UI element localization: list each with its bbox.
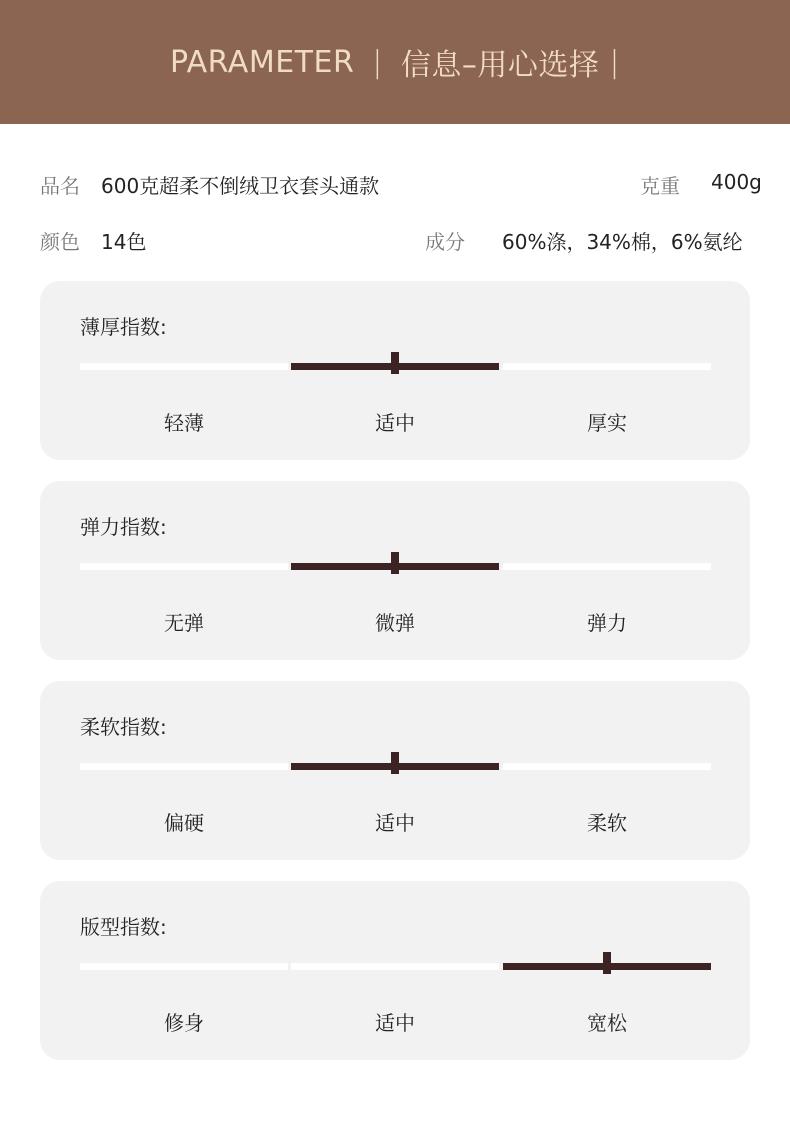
index-option: 柔软: [587, 811, 627, 835]
index-option: 适中: [375, 811, 415, 835]
index-track-segment: [503, 763, 711, 770]
name-label: 品名: [40, 174, 80, 198]
name-value: 600克超柔不倒绒卫衣套头通款: [101, 174, 380, 198]
header-title-en: PARAMETER: [169, 44, 355, 80]
index-title: 薄厚指数:: [80, 315, 167, 339]
index-track-selected: [291, 563, 499, 570]
index-track-selected: [291, 363, 499, 370]
index-track-segment: [80, 563, 288, 570]
header-banner: [0, 0, 790, 124]
index-card-softness: [40, 681, 750, 860]
index-option: 微弹: [375, 611, 415, 635]
index-title: 版型指数:: [80, 915, 167, 939]
index-card-fit: [40, 881, 750, 1060]
index-card-elasticity: [40, 481, 750, 660]
index-card-thickness: [40, 281, 750, 460]
index-title: 柔软指数:: [80, 715, 167, 739]
index-option: 修身: [164, 1011, 204, 1035]
index-track-selected: [503, 963, 711, 970]
index-track-segment: [291, 963, 499, 970]
color-value: 14色: [101, 230, 147, 254]
index-option: 无弹: [164, 611, 204, 635]
index-track-segment: [503, 363, 711, 370]
weight-label: 克重: [640, 174, 680, 198]
index-level-marker: [391, 552, 399, 574]
index-option: 轻薄: [164, 411, 204, 435]
info-row-color: [0, 226, 790, 256]
header-separator: |: [372, 44, 383, 80]
composition-value: 60%涤，34%棉，6%氨纶: [502, 230, 743, 254]
index-track-segment: [80, 363, 288, 370]
index-level-marker: [391, 752, 399, 774]
index-title: 弹力指数:: [80, 515, 167, 539]
index-track-selected: [291, 763, 499, 770]
index-option: 适中: [375, 1011, 415, 1035]
header-title-cn: 信息–用心选择: [400, 48, 600, 83]
index-option: 弹力: [587, 611, 627, 635]
index-option: 厚实: [587, 411, 627, 435]
composition-label: 成分: [425, 230, 465, 254]
index-option: 宽松: [587, 1011, 627, 1035]
index-option: 偏硬: [164, 811, 204, 835]
header-end-bar: |: [609, 44, 621, 80]
index-track-segment: [80, 963, 288, 970]
index-track-segment: [503, 563, 711, 570]
weight-value: 400g: [711, 170, 762, 194]
index-level-marker: [603, 952, 611, 974]
color-label: 颜色: [40, 230, 80, 254]
index-track-segment: [80, 763, 288, 770]
index-option: 适中: [375, 411, 415, 435]
info-row-name: [0, 170, 790, 200]
index-level-marker: [391, 352, 399, 374]
